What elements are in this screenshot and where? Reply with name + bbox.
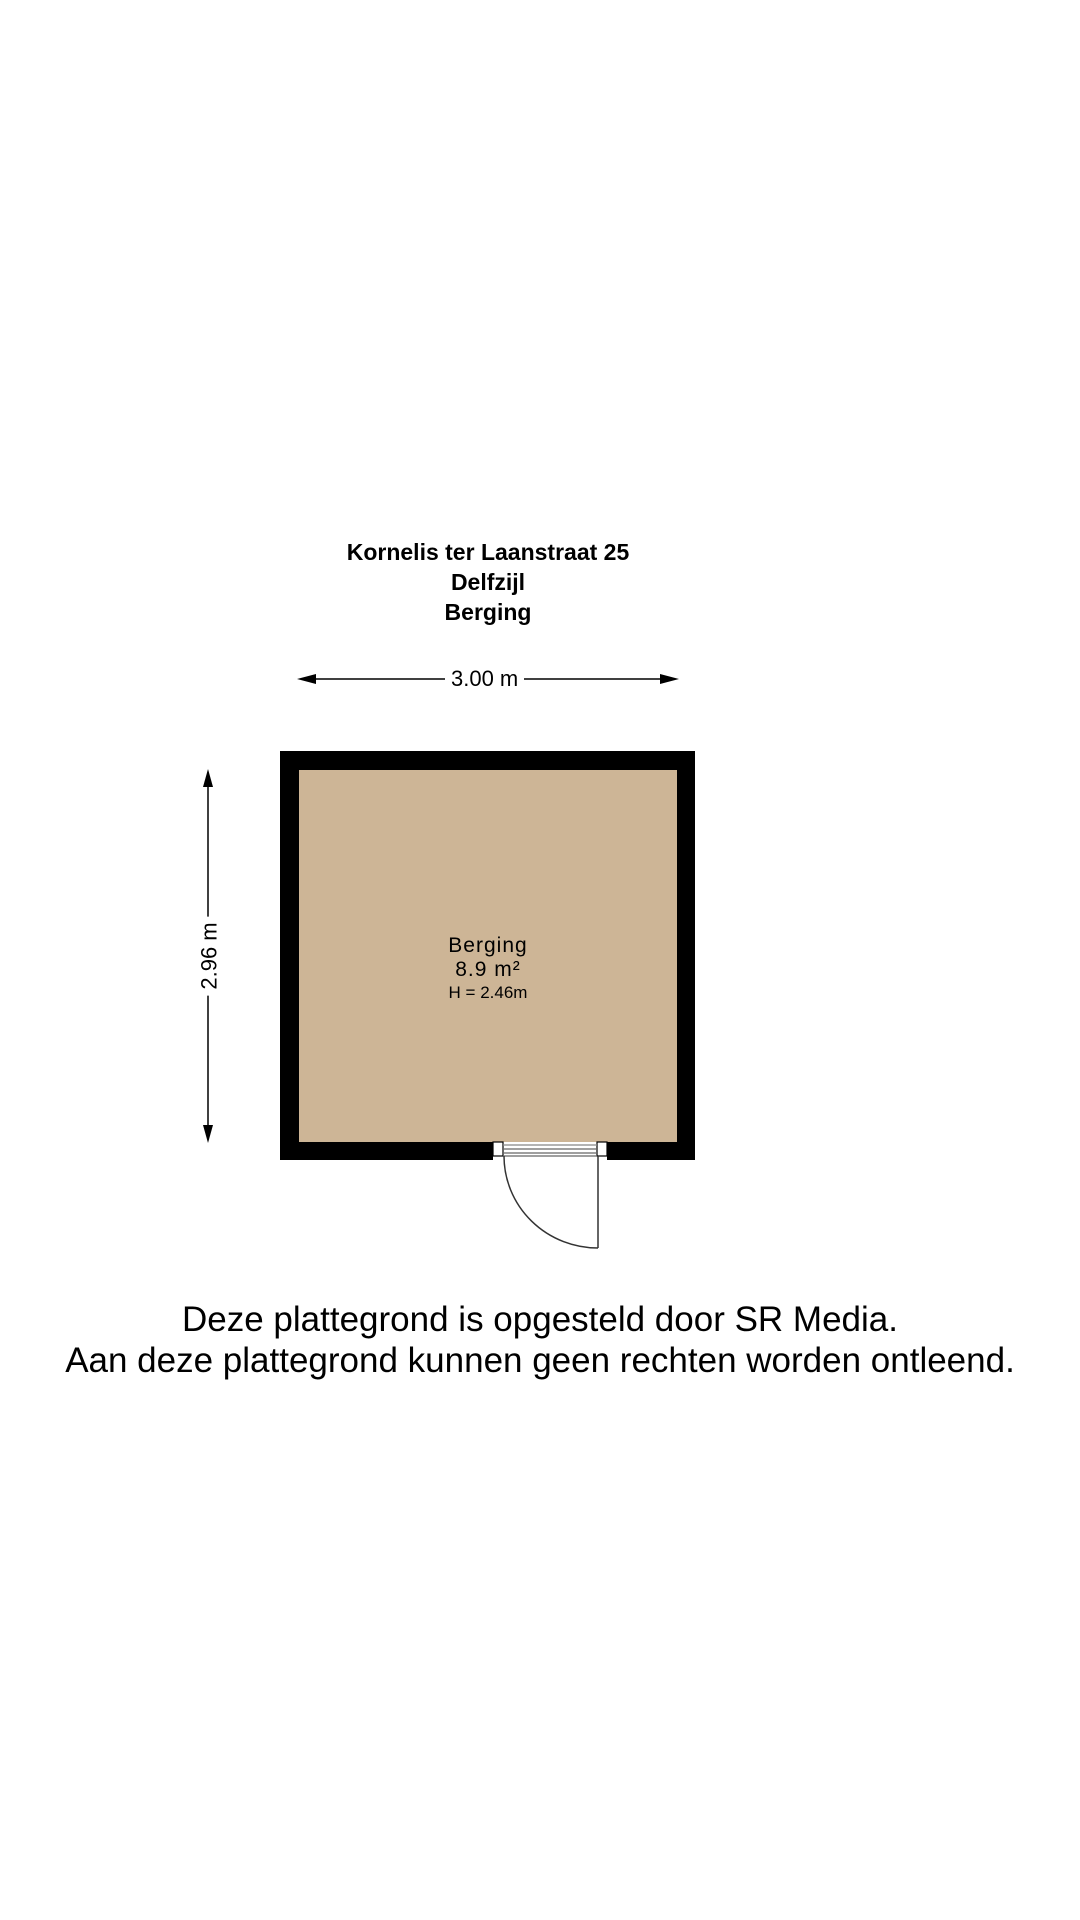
- room-height: H = 2.46m: [448, 983, 528, 1002]
- floor-text: Berging: [444, 599, 532, 625]
- city-text: Delfzijl: [450, 569, 526, 595]
- room-name: Berging: [448, 934, 528, 957]
- width-dimension-label: 3.00 m: [445, 667, 524, 691]
- disclaimer-line-2: Aan deze plattegrond kunnen geen rechten worden ontleend.: [65, 1341, 1015, 1380]
- plan-title: [0, 537, 976, 627]
- depth-dimension-label: 2.96 m: [198, 916, 222, 995]
- door: [493, 1142, 607, 1248]
- disclaimer-line-1: Deze plattegrond is opgesteld door SR Media.: [182, 1300, 898, 1339]
- address-text: Kornelis ter Laanstraat 25: [346, 539, 630, 565]
- room-area: 8.9 m²: [455, 958, 521, 981]
